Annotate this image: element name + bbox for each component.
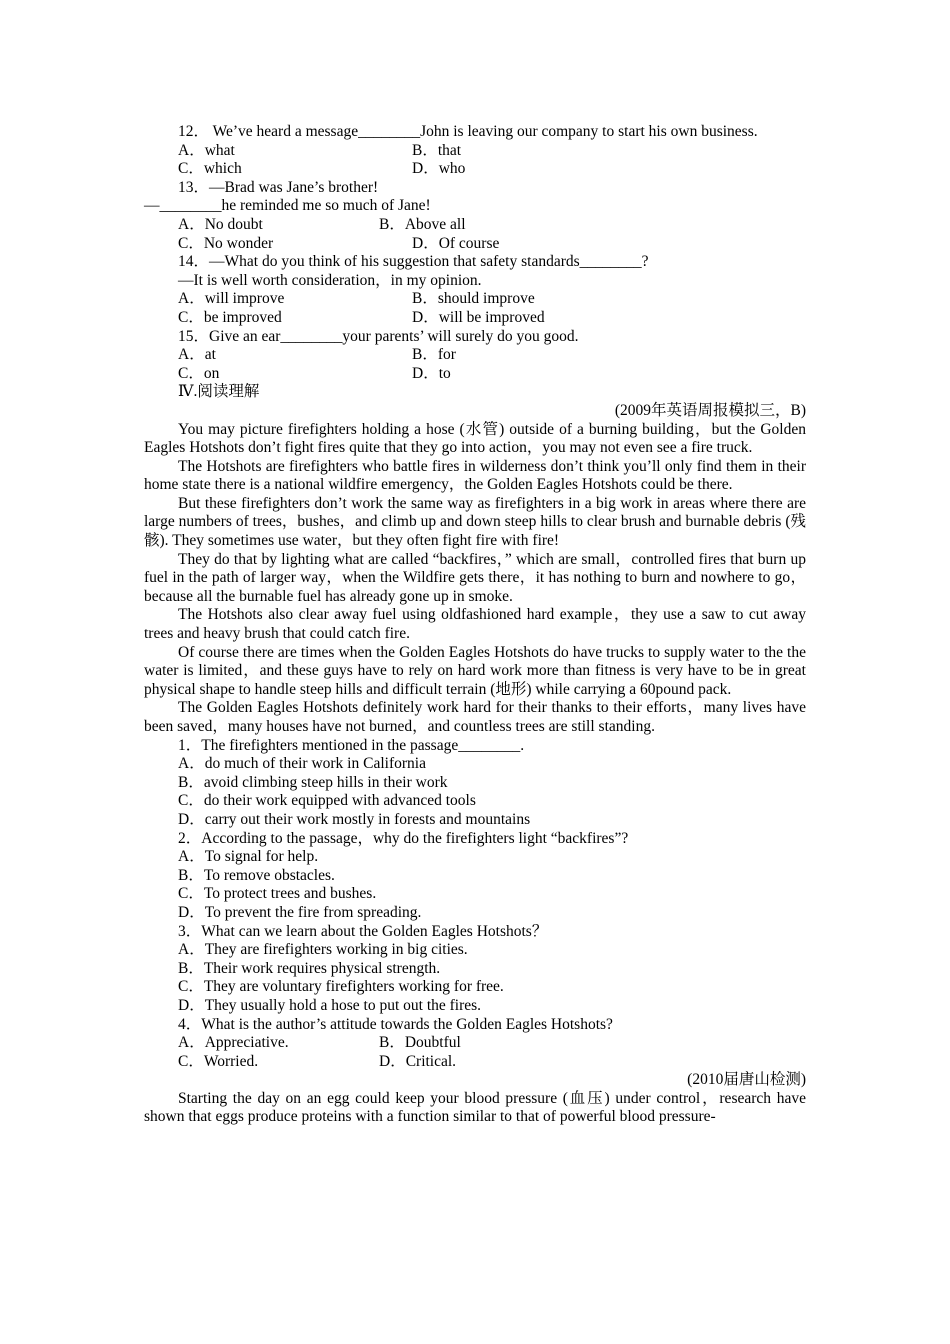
option: C．No wonder	[178, 234, 274, 252]
question-13-stem: 13．—Brad was Jane’s brother!	[178, 178, 379, 196]
document-page	[144, 123, 806, 1127]
question-14-options-row1	[144, 290, 806, 309]
option: B．Doubtful	[379, 1034, 461, 1052]
option: D．To prevent the fire from spreading.	[178, 903, 422, 921]
option: D．to	[412, 364, 451, 382]
option: D．will be improved	[412, 308, 545, 326]
option: A．will improve	[178, 290, 285, 308]
option: D．They usually hold a hose to put out the fires.	[178, 996, 482, 1014]
passage-1-paragraph: The Golden Eagles Hotshots definitely work hard for their thanks to their efforts，many lives have been saved，many houses have not burned，and countless trees are still standing.	[144, 699, 806, 735]
option: A．what	[178, 141, 235, 159]
option: B．To remove obstacles.	[178, 866, 335, 884]
option: C．Worried.	[178, 1052, 259, 1070]
passage-1-paragraph: They do that by lighting what are called “backfires，” which are small，controlled fires that burn up fuel in the path of larger way，when the Wildfire gets there，it has nothing to burn and nowhere to go，because all the burnable fuel has already gone up in smoke.	[144, 550, 806, 605]
option: B．for	[412, 346, 456, 364]
question-14-reply: —It is well worth consideration，in my opinion.	[178, 271, 482, 289]
reading-question-3-stem: 3．What can we learn about the Golden Eagles Hotshots？	[178, 922, 548, 940]
reading-question-4-stem: 4．What is the author’s attitude towards the Golden Eagles Hotshots?	[178, 1015, 613, 1033]
option: B．Their work requires physical strength.	[178, 959, 441, 977]
option: C．be improved	[178, 308, 282, 326]
passage-1-paragraph: You may picture firefighters holding a hose (水管) outside of a burning building，but the Golden Eagles Hotshots don’t fight fires quite that they go into action，you may not even see a fire truck.	[144, 420, 806, 457]
passage-2-source: (2010届唐山检测)	[687, 1071, 806, 1089]
option: A．No doubt	[178, 215, 263, 233]
option: B．Above all	[379, 215, 466, 233]
reading-question-1-stem: 1．The firefighters mentioned in the passage________.	[178, 736, 525, 754]
passage-2-paragraph: Starting the day on an egg could keep your blood pressure (血压) under control，research have shown that eggs produce proteins with a function similar to that of powerful blood pressure-	[144, 1089, 806, 1126]
passage-1-paragraph: The Hotshots are firefighters who battle fires in wilderness don’t think you’ll only find them in their home state there is a national wildfire emergency，the Golden Eagles Hotshots could be there.	[144, 457, 806, 494]
option: D．Of course	[412, 234, 500, 252]
question-12-options-row1	[144, 142, 806, 161]
question-15-stem: 15．Give an ear________your parents’ will surely do you good.	[178, 327, 579, 345]
option: D．who	[412, 160, 466, 178]
option: B．avoid climbing steep hills in their work	[178, 773, 448, 791]
reading-question-4-options-row2	[144, 1053, 806, 1072]
question-14-options-row2	[144, 309, 806, 328]
option: A．To signal for help.	[178, 848, 319, 866]
question-12-options-row2	[144, 160, 806, 179]
option: C．They are voluntary firefighters working for free.	[178, 978, 504, 996]
passage-1-source: (2009年英语周报模拟三，B)	[614, 401, 806, 419]
section-heading: Ⅳ.阅读理解	[178, 383, 260, 401]
question-15-options-row2	[144, 365, 806, 384]
option: A．They are firefighters working in big cities.	[178, 941, 468, 959]
passage-1-paragraph: The Hotshots also clear away fuel using oldfashioned hard example，they use a saw to cut away trees and heavy brush that could catch fire.	[144, 606, 806, 643]
option: A．do much of their work in California	[178, 755, 426, 773]
passage-1-paragraph: Of course there are times when the Golden Eagles Hotshots do have trucks to supply water to the the water is limited，and these guys have to rely on hard work more than fitness is very have to be in great physical shape to handle steep hills and difficult terrain (地形) while carrying a 60pound pack.	[144, 643, 806, 698]
option: B．that	[412, 141, 462, 159]
reading-question-4-options-row1	[144, 1034, 806, 1053]
option: A．at	[178, 346, 216, 364]
option: B．should improve	[412, 290, 535, 308]
option: A．Appreciative.	[178, 1034, 289, 1052]
reading-question-2-stem: 2．According to the passage，why do the firefighters light “backfires”?	[178, 829, 629, 847]
option: C．which	[178, 160, 242, 178]
question-13-options-row1	[144, 216, 806, 235]
passage-1-paragraph: But these firefighters don’t work the same way as firefighters in a big work in areas where there are large numbers of trees，bushes，and climb up and down steep hills to clear brush and burnable debris (残骸). They sometimes use water，but they often fight fire with fire!	[144, 494, 806, 550]
option: C．on	[178, 364, 220, 382]
option: C．To protect trees and bushes.	[178, 885, 377, 903]
question-12-stem: 12． We’ve heard a message________John is leaving our company to start his own business.	[178, 123, 758, 140]
option: C．do their work equipped with advanced tools	[178, 792, 476, 810]
question-14-stem: 14．—What do you think of his suggestion that safety standards________?	[178, 253, 649, 271]
question-13-reply: —________he reminded me so much of Jane!	[144, 197, 431, 215]
option: D．Critical.	[379, 1052, 457, 1070]
question-13-options-row2	[144, 235, 806, 254]
option: D．carry out their work mostly in forests and mountains	[178, 810, 531, 828]
question-15-options-row1	[144, 346, 806, 365]
